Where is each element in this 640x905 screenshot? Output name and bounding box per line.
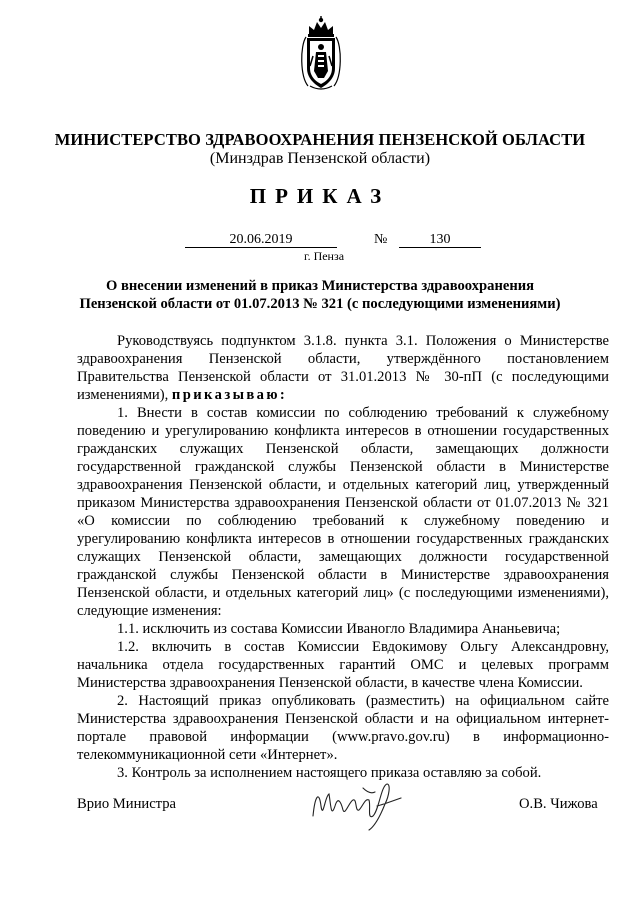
city-label: г. Пенза (304, 249, 345, 263)
clause-1-1-paragraph: 1.1. исключить из состава Комиссии Иваногло Владимира Ананьевича; (117, 621, 561, 637)
preamble-text: Руководствуясь подпунктом 3.1.8. пункта 3.1. Положения о Министерстве здравоохранения Пензенской области, утверждённого постановлением Правительства Пензенской области от 31.01.2013 № 30-пП (с последующими изменениями), (77, 333, 609, 403)
order-subject (40, 277, 600, 313)
clause-1-paragraph: 1. Внести в состав комиссии по соблюдению требований к служебному поведению и урегулированию конфликта интересов в отношении государственных гражданских служащих Пензенской области, замещающих должности государственной гражданской службы Пензенской области в Министерстве здравоохранения Пензенской области, и отдельных категорий лиц, утвержденный приказом Министерства здравоохранения Пензенской области от 01.07.2013 № 321 «О комиссии по соблюдению требований к служебному поведению и урегулированию конфликта интересов в отношении государственных гражданских служащих Пензенской области, замещающих должности государственной гражданской службы Пензенской области в Министерстве здравоохранения Пензенской области, и отдельных категорий лиц» (с последующими изменениями), следующие изменения: (77, 405, 609, 619)
document-type-title: ПРИКАЗ (249, 184, 391, 208)
order-date: 20.06.2019 (185, 232, 337, 248)
clause-1-2-paragraph: 1.2. включить в состав Комиссии Евдокимову Ольгу Александровну, начальника отдела государственных гарантий ОМС и целевых программ Министерства здравоохранения Пензенской области, в качестве члена Комиссии. (77, 639, 609, 691)
signatory-position: Врио Министра (77, 796, 176, 812)
preamble-paragraph (77, 332, 609, 404)
order-number: 130 (399, 232, 481, 248)
order-body (77, 332, 609, 782)
subject-line-2: Пензенской области от 01.07.2013 № 321 (с последующими изменениями) (79, 296, 561, 312)
signatory-name: О.В. Чижова (519, 796, 598, 812)
clause-2-paragraph: 2. Настоящий приказ опубликовать (разместить) на официальном сайте Министерства здравоохранения Пензенской области и на официальном интернет-портале правовой информации (www.pravo.gov.ru) в информационно-телекоммуникационной сети «Интернет». (77, 693, 609, 763)
order-keyword: приказываю: (171, 387, 288, 403)
ministry-short-name: (Минздрав Пензенской области) (209, 150, 431, 167)
ministry-name: МИНИСТЕРСТВО ЗДРАВООХРАНЕНИЯ ПЕНЗЕНСКОЙ ОБЛАСТИ (54, 130, 586, 149)
number-sign: № (374, 232, 388, 247)
clause-3-paragraph: 3. Контроль за исполнением настоящего приказа оставляю за собой. (117, 765, 542, 781)
subject-line-1: О внесении изменений в приказ Министерства здравоохранения (105, 278, 535, 294)
handwritten-signature (305, 776, 415, 832)
coat-of-arms-icon (296, 16, 346, 92)
